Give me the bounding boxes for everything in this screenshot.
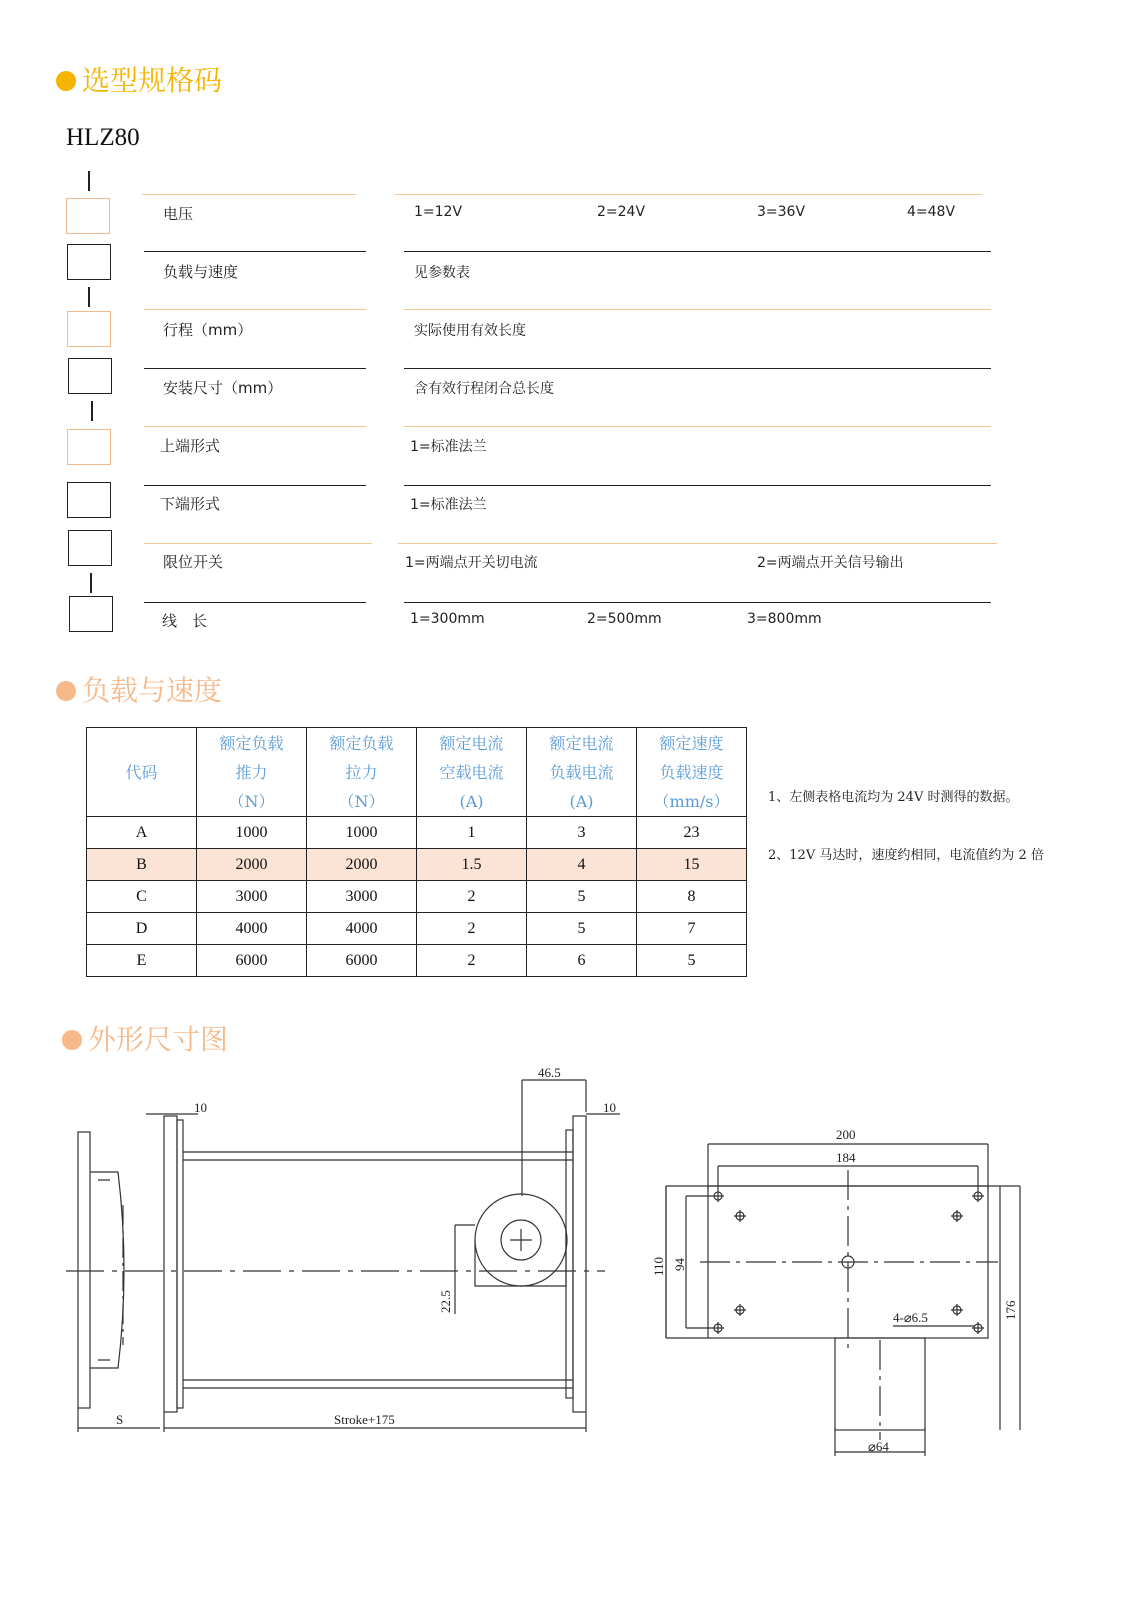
dim-label-184: 184 — [836, 1150, 856, 1165]
section-title-load: 负载与速度 — [56, 674, 222, 708]
dim-label-holes: 4-⌀6.5 — [893, 1310, 928, 1325]
divider — [144, 368, 366, 369]
table-cell: A — [87, 817, 197, 849]
table-header-thrust: 额定负载 推力 （N） — [197, 728, 307, 817]
dim-label-10b: 10 — [603, 1100, 616, 1115]
table-cell: 7 — [637, 913, 747, 945]
table-cell: 3000 — [197, 881, 307, 913]
spec-value: 3=800mm — [747, 611, 822, 627]
divider — [144, 543, 372, 544]
spec-value: 3=36V — [757, 204, 806, 220]
dim-label-94: 94 — [672, 1258, 687, 1271]
spec-value: 1=12V — [414, 204, 463, 220]
bullet-icon — [56, 681, 76, 701]
dim-label-10a: 10 — [194, 1100, 207, 1115]
table-cell: 2 — [417, 881, 527, 913]
dim-label-110: 110 — [651, 1256, 666, 1276]
code-box-voltage — [66, 198, 110, 234]
divider — [398, 543, 997, 544]
code-box-bottom-end — [67, 482, 111, 518]
spec-value: 1=300mm — [410, 611, 485, 627]
table-row — [87, 945, 747, 977]
spec-value: 2=24V — [597, 204, 646, 220]
divider — [404, 309, 991, 310]
table-cell: 3000 — [307, 881, 417, 913]
table-cell: 6000 — [197, 945, 307, 977]
spec-label-top-end: 上端形式 — [160, 437, 221, 455]
spec-value: 1=标准法兰 — [410, 497, 487, 513]
table-cell: 8 — [637, 881, 747, 913]
table-header-code: 代码 — [87, 728, 197, 817]
spec-value: 实际使用有效长度 — [414, 323, 526, 339]
divider — [144, 426, 366, 427]
spec-label-voltage: 电压 — [163, 205, 194, 223]
divider — [144, 251, 366, 252]
flange-detail — [98, 1180, 110, 1360]
tick-mark — [91, 401, 93, 421]
bullet-icon — [56, 71, 76, 91]
spec-value: 2=500mm — [587, 611, 662, 627]
mount-plate-right-lip — [566, 1130, 573, 1398]
dim-label-64: ⌀64 — [868, 1439, 889, 1454]
table-cell: 1000 — [307, 817, 417, 849]
spec-value: 2=两端点开关信号输出 — [757, 555, 904, 571]
spec-label-cable-length: 线 长 — [162, 612, 208, 630]
divider — [144, 485, 366, 486]
dim-label-200: 200 — [836, 1127, 856, 1142]
section-title-spec: 选型规格码 — [56, 64, 222, 98]
left-end-plate — [78, 1132, 90, 1408]
code-box-top-end — [67, 429, 111, 465]
dim-label-s: S — [116, 1412, 124, 1427]
code-box-cable — [69, 596, 113, 632]
table-cell: E — [87, 945, 197, 977]
note-2: 2、12V 马达时，速度约相同，电流值约为 2 倍 — [768, 848, 1044, 863]
divider — [395, 194, 982, 195]
section-title-dimensions: 外形尺寸图 — [62, 1023, 228, 1057]
divider — [404, 368, 991, 369]
spec-label-load-speed: 负载与速度 — [163, 263, 239, 281]
mount-plate-left — [164, 1116, 177, 1412]
table-cell: 2 — [417, 945, 527, 977]
table-header-pull: 额定负载 拉力 （N） — [307, 728, 417, 817]
divider — [144, 309, 366, 310]
divider — [404, 251, 991, 252]
dimension-drawing — [0, 1060, 1131, 1480]
spec-value: 4=48V — [907, 204, 956, 220]
table-row — [87, 913, 747, 945]
spec-value: 含有效行程闭合总长度 — [414, 381, 554, 397]
table-cell: B — [87, 849, 197, 881]
tick-mark — [88, 171, 90, 191]
divider — [144, 602, 366, 603]
table-cell: 2000 — [197, 849, 307, 881]
code-box-limit — [68, 530, 112, 566]
tick-mark — [88, 287, 90, 307]
table-row — [87, 881, 747, 913]
spec-label-install-size: 安装尺寸（mm） — [163, 379, 283, 397]
table-cell: 5 — [527, 881, 637, 913]
spec-label-stroke: 行程（mm） — [163, 321, 253, 339]
table-cell: 6 — [527, 945, 637, 977]
table-row — [87, 849, 747, 881]
table-cell: 1000 — [197, 817, 307, 849]
table-cell: 15 — [637, 849, 747, 881]
model-code: HLZ80 — [66, 124, 140, 151]
table-cell: C — [87, 881, 197, 913]
spec-value: 1=标准法兰 — [410, 439, 487, 455]
dim-label-46-5: 46.5 — [538, 1065, 561, 1080]
table-cell: 3 — [527, 817, 637, 849]
table-cell: 23 — [637, 817, 747, 849]
table-cell: 4 — [527, 849, 637, 881]
left-flange-profile — [90, 1172, 124, 1368]
table-cell: 6000 — [307, 945, 417, 977]
code-box-stroke — [67, 311, 111, 347]
mount-plate-right — [573, 1116, 586, 1412]
table-header-noload-current: 额定电流 空载电流 (A) — [417, 728, 527, 817]
divider — [404, 485, 991, 486]
dim-label-stroke: Stroke+175 — [334, 1412, 395, 1427]
code-box-load — [67, 244, 111, 280]
divider — [404, 426, 991, 427]
divider — [142, 194, 356, 195]
dim-label-176: 176 — [1003, 1300, 1018, 1320]
table-cell: 2000 — [307, 849, 417, 881]
dim-label-22-5: 22.5 — [438, 1290, 453, 1313]
note-1: 1、左侧表格电流均为 24V 时测得的数据。 — [768, 790, 1019, 805]
performance-table — [86, 727, 747, 977]
tick-mark — [90, 573, 92, 593]
table-row — [87, 817, 747, 849]
bullet-icon — [62, 1030, 82, 1050]
table-cell: D — [87, 913, 197, 945]
table-cell: 1.5 — [417, 849, 527, 881]
code-box-install — [68, 358, 112, 394]
table-cell: 4000 — [307, 913, 417, 945]
table-header-load-current: 额定电流 负载电流 (A) — [527, 728, 637, 817]
spec-label-limit-switch: 限位开关 — [163, 553, 224, 571]
table-cell: 5 — [637, 945, 747, 977]
table-cell: 5 — [527, 913, 637, 945]
table-header-speed: 额定速度 负载速度 （mm/s） — [637, 728, 747, 817]
spec-value: 1=两端点开关切电流 — [405, 555, 538, 571]
mount-plate-lip — [177, 1120, 183, 1408]
table-cell: 4000 — [197, 913, 307, 945]
table-header-row — [87, 728, 747, 817]
spec-label-bottom-end: 下端形式 — [160, 495, 221, 513]
divider — [404, 602, 991, 603]
table-cell: 1 — [417, 817, 527, 849]
table-cell: 2 — [417, 913, 527, 945]
spec-value: 见参数表 — [414, 265, 470, 281]
